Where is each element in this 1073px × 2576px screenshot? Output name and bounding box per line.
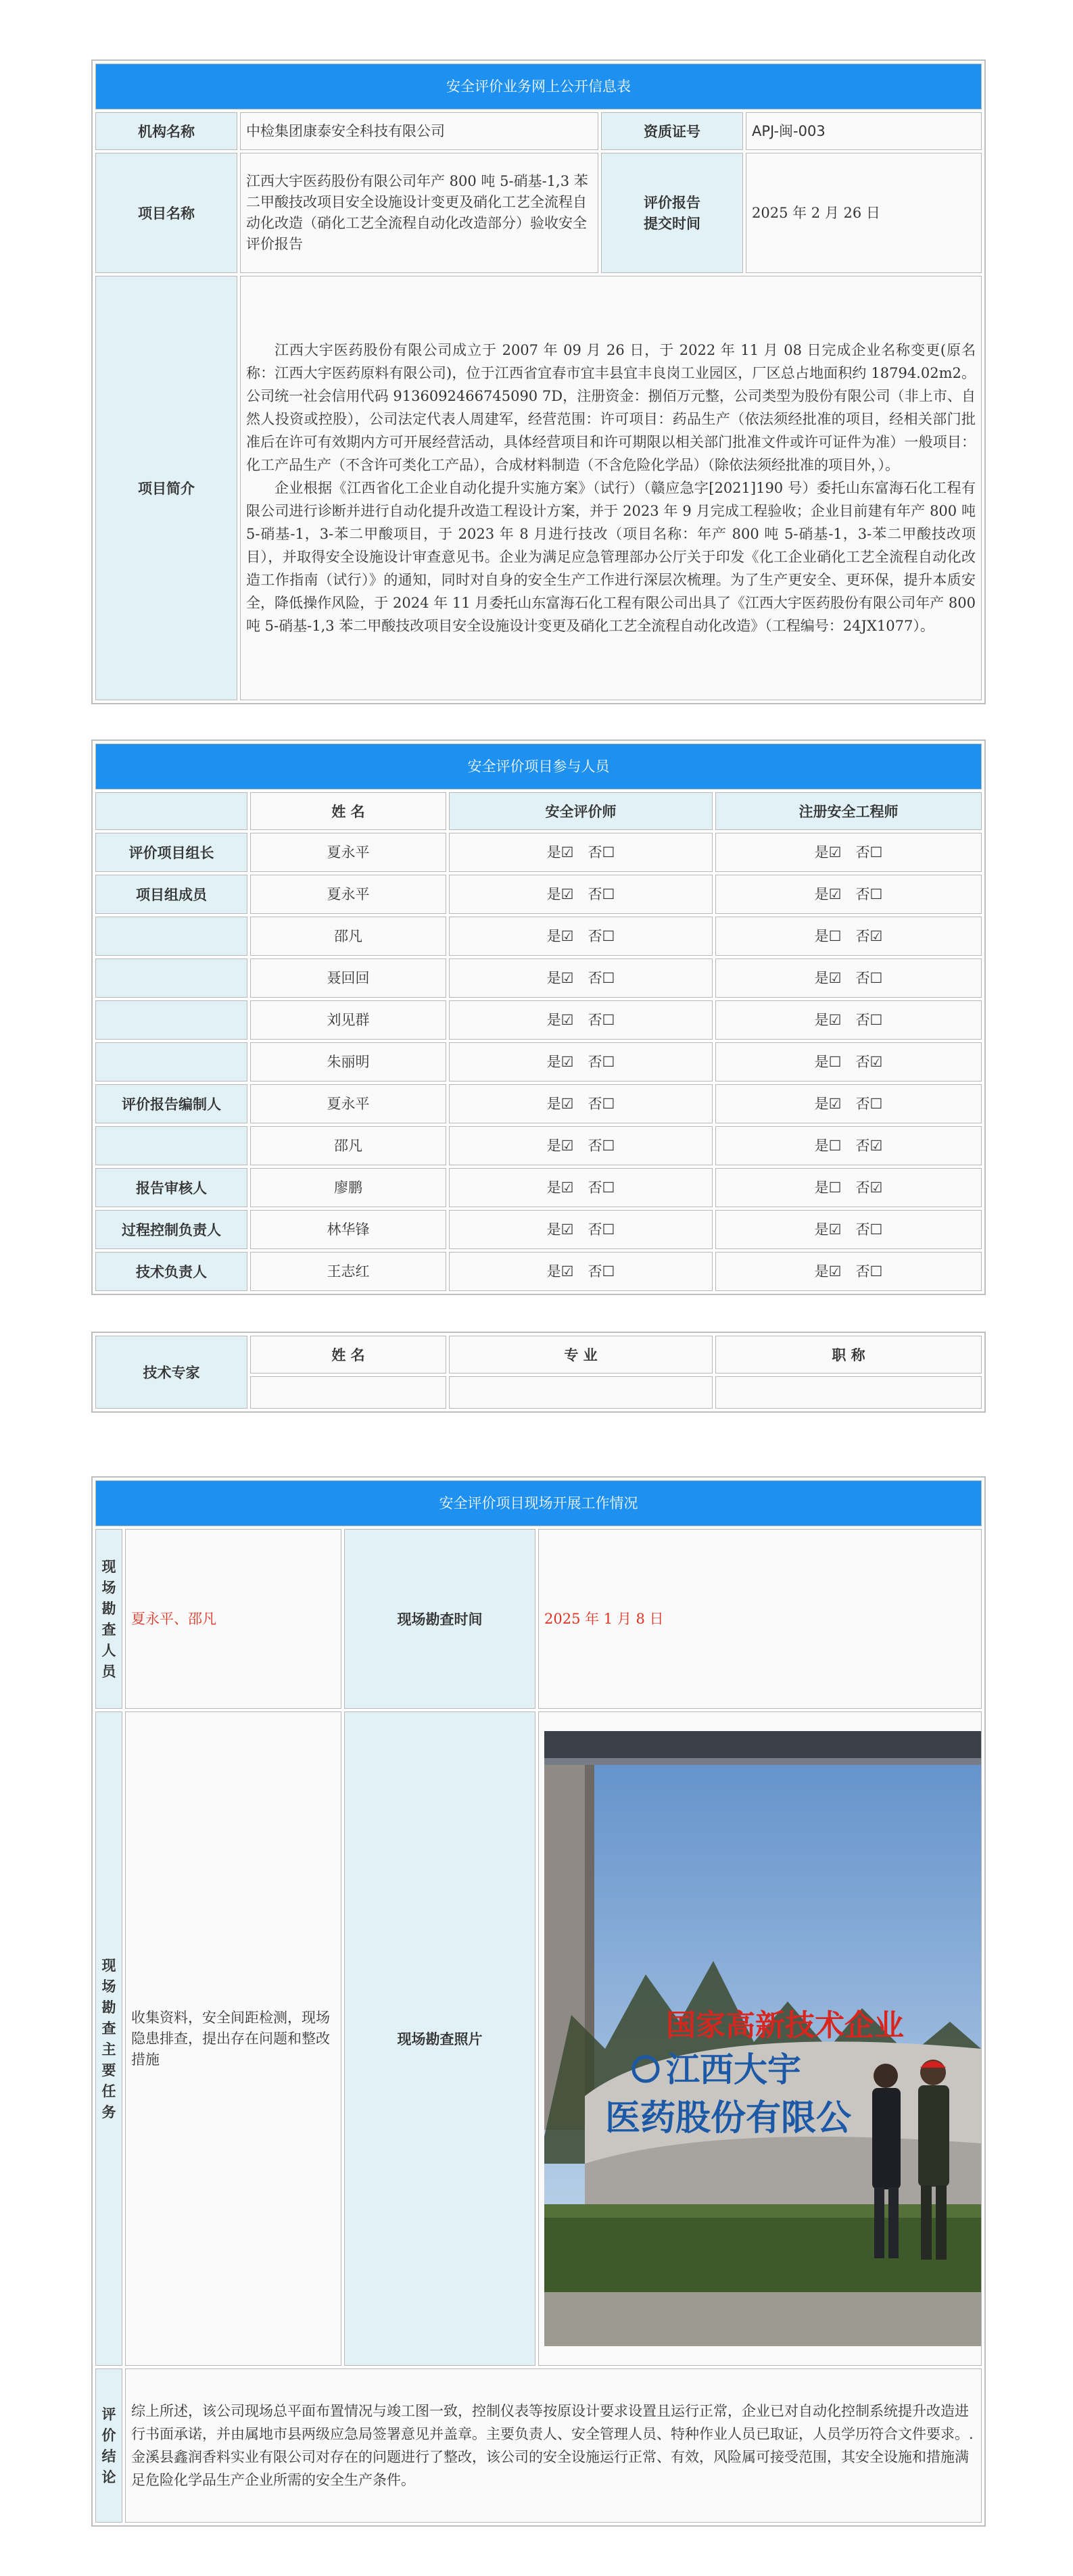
staff-value: 夏永平、邵凡 [125,1529,341,1709]
participant-name: 夏永平 [250,875,446,914]
participant-evaluator: 是☑ 否☐ [449,1000,713,1040]
participant-evaluator: 是☑ 否☐ [449,917,713,956]
table-row [95,1042,982,1082]
participant-name: 夏永平 [250,833,446,872]
project-label: 项目名称 [95,153,237,273]
engineer-header: 注册安全工程师 [715,792,982,830]
public-info-table [91,59,986,704]
table-row [95,1252,982,1291]
intro-text [240,276,982,700]
table-row [95,833,982,872]
cert-value: APJ-闽-003 [746,112,982,150]
participants-table [91,739,986,1295]
org-label: 机构名称 [95,112,237,150]
participant-evaluator: 是☑ 否☐ [449,1252,713,1291]
expert-title-cell [715,1376,982,1409]
participant-evaluator: 是☑ 否☐ [449,1126,713,1165]
photo-label: 现场勘查照片 [344,1711,535,2366]
expert-major-cell [449,1376,713,1409]
site-photo-cell [538,1711,982,2366]
participant-role [95,1042,247,1082]
submit-label-line2: 提交时间 [644,215,700,232]
participant-evaluator: 是☑ 否☐ [449,1042,713,1082]
table-row [95,958,982,998]
conclusion-label: 评价结论 [95,2368,122,2523]
participant-name: 刘见群 [250,1000,446,1040]
photo-sign-line1: 江西大宇 [666,2050,801,2089]
field-work-table [91,1476,986,2527]
participant-role: 报告审核人 [95,1168,247,1207]
participant-engineer: 是☑ 否☐ [715,1000,982,1040]
participant-role: 过程控制负责人 [95,1210,247,1249]
expert-title-header: 职 称 [715,1336,982,1374]
expert-name-cell [250,1376,446,1409]
participant-rows [95,833,982,1291]
conclusion-paragraph-2: 金溪县鑫润香料实业有限公司对存在的问题进行了整改，该公司的安全设施运行正常、有效，风险属可接受范围，其安全设施和措施满足危险化学品生产企业所需的安全生产条件。 [131,2449,969,2488]
expert-label: 技术专家 [95,1336,247,1409]
intro-label: 项目简介 [95,276,237,700]
field-work-title: 安全评价项目现场开展工作情况 [95,1480,982,1526]
participant-engineer: 是☐ 否☑ [715,1168,982,1207]
table-title: 安全评价业务网上公开信息表 [95,64,982,110]
participant-evaluator: 是☑ 否☐ [449,833,713,872]
photo-sign-line2: 医药股份有限公 [605,2098,852,2139]
submit-label-line1: 评价报告 [644,194,700,211]
participant-engineer: 是☐ 否☑ [715,917,982,956]
table-row [95,1084,982,1123]
project-value: 江西大宇医药股份有限公司年产 800 吨 5-硝基-1,3 苯二甲酸技改项目安全设施设计变更及硝化工艺全流程自动化改造（硝化工艺全流程自动化改造部分）验收安全评价报告 [240,153,598,273]
participant-evaluator: 是☑ 否☐ [449,958,713,998]
participant-engineer: 是☐ 否☑ [715,1126,982,1165]
participant-evaluator: 是☑ 否☐ [449,1084,713,1123]
table-row [95,1000,982,1040]
participant-role: 技术负责人 [95,1252,247,1291]
role-header [95,792,247,830]
submit-label [601,153,743,273]
expert-name-header: 姓 名 [250,1336,446,1374]
participant-engineer: 是☐ 否☑ [715,1042,982,1082]
table-row [95,1126,982,1165]
task-label: 现场勘查主要任务 [95,1711,122,2366]
participant-role: 评价报告编制人 [95,1084,247,1123]
participant-engineer: 是☑ 否☐ [715,1252,982,1291]
participant-role: 项目组成员 [95,875,247,914]
participant-evaluator: 是☑ 否☐ [449,1210,713,1249]
participant-evaluator: 是☑ 否☐ [449,875,713,914]
participant-engineer: 是☑ 否☐ [715,958,982,998]
task-value: 收集资料，安全间距检测，现场隐患排查，提出存在问题和整改措施 [125,1711,341,2366]
time-label: 现场勘查时间 [344,1529,535,1709]
site-photo [544,1731,981,2346]
staff-label: 现场勘查人员 [95,1529,122,1709]
cert-label: 资质证号 [601,112,743,150]
participant-engineer: 是☑ 否☐ [715,833,982,872]
evaluator-header: 安全评价师 [449,792,713,830]
participant-name: 邵凡 [250,917,446,956]
participant-name: 朱丽明 [250,1042,446,1082]
table-row [95,1168,982,1207]
participants-title: 安全评价项目参与人员 [95,744,982,789]
participant-evaluator: 是☑ 否☐ [449,1168,713,1207]
conclusion-text [125,2368,982,2523]
participant-role [95,958,247,998]
intro-paragraph-2: 企业根据《江西省化工企业自动化提升实施方案》（试行）（赣应急字[2021]190 号）委托山东富海石化工程有限公司进行诊断并进行自动化提升改造工程设计方案，并于 2023 年 9 月完成工程验收；企业目前建有年产 800 吨 5-硝基-1，3-苯二甲酸项目，于 2023 年 8 月进行技改（项目名称：年产 800 吨 5-硝基-1，3-苯二甲酸技改项目），并取得安全设施设计审查意见书。企业为满足应急管理部办公厅关于印发《化工企业硝化工艺全流程自动化改造工作指南（试行）》的通知，同时对自身的安全生产工作进行深层次梳理。为了生产更安全、更环保，提升本质安全，降低操作风险，于 2024 年 11 月委托山东富海石化工程有限公司出具了《江西大宇医药股份有限公司年产 800 吨 5-硝基-1,3 苯二甲酸技改项目安全设施设计变更及硝化工艺全流程自动化改造》（工程编号：24JX1077）。 [246,480,976,634]
participant-name: 王志红 [250,1252,446,1291]
participant-role: 评价项目组长 [95,833,247,872]
submit-value: 2025 年 2 月 26 日 [746,153,982,273]
participant-name: 林华锋 [250,1210,446,1249]
org-value: 中检集团康泰安全科技有限公司 [240,112,598,150]
participant-engineer: 是☑ 否☐ [715,875,982,914]
name-header: 姓 名 [250,792,446,830]
table-row [95,875,982,914]
conclusion-paragraph-1: 综上所述，该公司现场总平面布置情况与竣工图一致，控制仪表等按原设计要求设置且运行正常，企业已对自动化控制系统提升改造进行书面承诺，并由属地市县两级应急局签署意见并盖章。主要负责人、安全管理人员、特种作业人员已取证，人员学历符合文件要求。. [131,2403,974,2442]
participant-engineer: 是☑ 否☐ [715,1210,982,1249]
participant-role [95,1000,247,1040]
participant-name: 夏永平 [250,1084,446,1123]
expert-major-header: 专 业 [449,1336,713,1374]
photo-sign-red-text: 国家高新技术企业 [666,2008,904,2043]
intro-paragraph-1: 江西大宇医药股份有限公司成立于 2007 年 09 月 26 日，于 2022 年 11 月 08 日完成企业名称变更(原名称：江西大宇医药原料有限公司)，位于江西省宜春市宜丰县宜丰良岗工业园区，厂区总占地面积约 18794.02m2。公司统一社会信用代码 9136092466745090 7D，注册资金：捌佰万元整，公司类型为股份有限公司（非上市、自然人投资或控股），公司法定代表人周建军，经营范围：许可项目：药品生产（依法须经批准的项目，经相关部门批准后在许可有效期内方可开展经营活动，具体经营项目和许可期限以相关部门批准文件或许可证件为准）一般项目：化工产品生产（不含许可类化工产品），合成材料制造（不含危险化学品）（除依法须经批准的项目外，）。 [246,342,976,473]
participant-name: 邵凡 [250,1126,446,1165]
table-row [95,1210,982,1249]
time-value: 2025 年 1 月 8 日 [538,1529,982,1709]
expert-table [91,1332,986,1413]
participant-role [95,917,247,956]
participant-engineer: 是☑ 否☐ [715,1084,982,1123]
participant-name: 廖鹏 [250,1168,446,1207]
participant-role [95,1126,247,1165]
participant-name: 聂回回 [250,958,446,998]
table-row [95,917,982,956]
